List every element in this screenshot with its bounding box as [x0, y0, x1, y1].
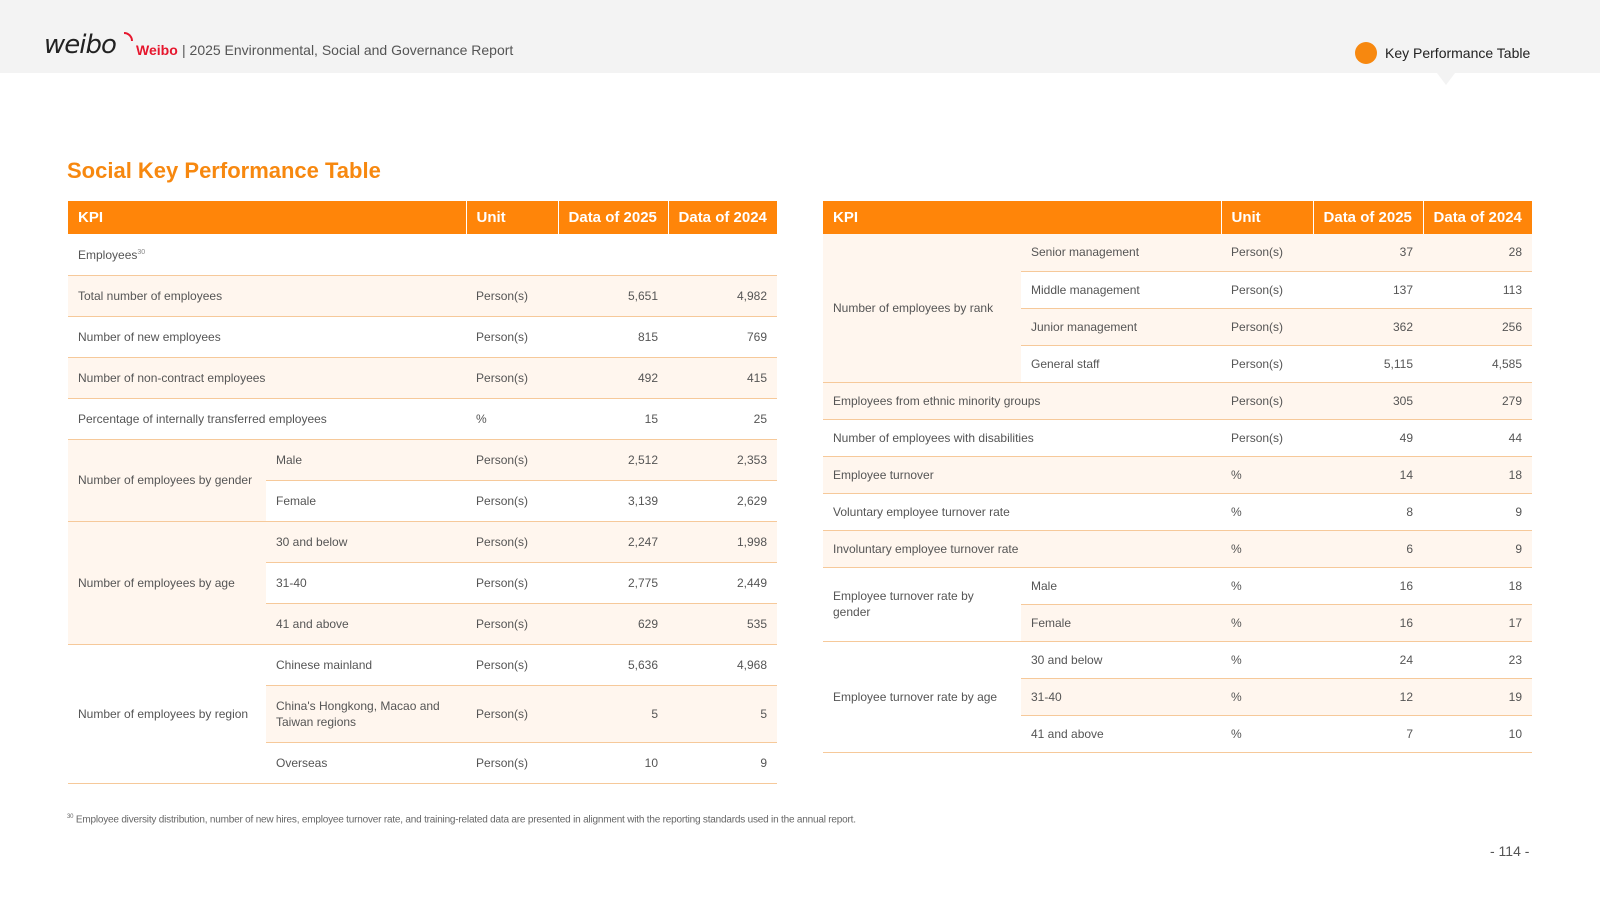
kpi-label: Employee turnover [823, 456, 1221, 493]
unit-cell: Person(s) [466, 644, 558, 685]
unit-cell: Person(s) [1221, 234, 1313, 271]
footnote-marker: 30 [137, 249, 146, 257]
unit-cell: Person(s) [466, 685, 558, 742]
unit-cell: Person(s) [466, 357, 558, 398]
unit-cell: Person(s) [466, 521, 558, 562]
table-row [68, 644, 777, 685]
footnote [67, 814, 856, 825]
col-kpi: KPI [68, 201, 466, 234]
group-label: Number of employees by region [68, 644, 266, 783]
value-2025: 16 [1313, 567, 1423, 604]
table-row [823, 382, 1532, 419]
value-2024: 18 [1423, 456, 1532, 493]
table-row [823, 419, 1532, 456]
value-2025: 5,651 [558, 275, 668, 316]
sub-label: Chinese mainland [266, 644, 466, 685]
table-row [68, 234, 777, 275]
unit-cell: Person(s) [1221, 382, 1313, 419]
value-2024: 4,585 [1423, 345, 1532, 382]
sub-label: Male [1021, 567, 1221, 604]
value-2024: 2,629 [668, 480, 777, 521]
value-2024: 769 [668, 316, 777, 357]
value-2025: 15 [558, 398, 668, 439]
group-label: Number of employees by gender [68, 439, 266, 521]
sub-label: 41 and above [1021, 715, 1221, 752]
table-row [823, 234, 1532, 271]
sub-label: General staff [1021, 345, 1221, 382]
sub-label: 31-40 [266, 562, 466, 603]
unit-cell: Person(s) [1221, 345, 1313, 382]
value-2024: 9 [668, 742, 777, 783]
value-2024: 9 [1423, 493, 1532, 530]
value-2024: 5 [668, 685, 777, 742]
table-row [823, 493, 1532, 530]
table-row [68, 357, 777, 398]
value-2025: 2,247 [558, 521, 668, 562]
value-2025: 362 [1313, 308, 1423, 345]
value-2025: 6 [1313, 530, 1423, 567]
report-title: | 2025 Environmental, Social and Governance Report [182, 42, 514, 58]
left-kpi-table [68, 201, 777, 784]
sub-label: Male [266, 439, 466, 480]
kpi-label: Employees from ethnic minority groups [823, 382, 1221, 419]
kpi-label: Number of new employees [68, 316, 466, 357]
sub-label: Senior management [1021, 234, 1221, 271]
unit-cell: % [1221, 456, 1313, 493]
value-2024: 2,353 [668, 439, 777, 480]
value-2025: 3,139 [558, 480, 668, 521]
value-2025: 14 [1313, 456, 1423, 493]
section-tag [1355, 42, 1530, 64]
value-2025: 2,775 [558, 562, 668, 603]
col-unit: Unit [466, 201, 558, 234]
value-2025: 24 [1313, 641, 1423, 678]
unit-cell: % [1221, 567, 1313, 604]
value-2024: 10 [1423, 715, 1532, 752]
unit-cell: % [1221, 530, 1313, 567]
footnote-text: Employee diversity distribution, number of new hires, employee turnover rate, and training-related data are presented in alignment with the reporting standards used in the annual report. [75, 814, 856, 826]
unit-cell: % [1221, 678, 1313, 715]
table-row [68, 398, 777, 439]
value-2024: 1,998 [668, 521, 777, 562]
kpi-label: Total number of employees [68, 275, 466, 316]
unit-cell: Person(s) [466, 742, 558, 783]
table-row [823, 641, 1532, 678]
sub-label: Junior management [1021, 308, 1221, 345]
value-2025: 2,512 [558, 439, 668, 480]
value-2024: 19 [1423, 678, 1532, 715]
col-unit: Unit [1221, 201, 1313, 234]
value-2025: 815 [558, 316, 668, 357]
value-2025: 5,115 [1313, 345, 1423, 382]
value-2024: 415 [668, 357, 777, 398]
unit-cell: Person(s) [466, 439, 558, 480]
kpi-label: Number of non-contract employees [68, 357, 466, 398]
value-2025: 137 [1313, 271, 1423, 308]
value-2025: 49 [1313, 419, 1423, 456]
value-2024: 2,449 [668, 562, 777, 603]
table-header-row [68, 201, 777, 234]
value-2025: 10 [558, 742, 668, 783]
sub-label: Female [1021, 604, 1221, 641]
sub-label: 41 and above [266, 603, 466, 644]
value-2024: 28 [1423, 234, 1532, 271]
value-2024: 9 [1423, 530, 1532, 567]
sub-label: 31-40 [1021, 678, 1221, 715]
value-2024: 256 [1423, 308, 1532, 345]
sub-label: China's Hongkong, Macao and Taiwan regions [266, 685, 466, 742]
group-label: Number of employees by rank [823, 234, 1021, 382]
table-row [68, 521, 777, 562]
brand-name: Weibo [136, 42, 178, 58]
value-2024: 25 [668, 398, 777, 439]
kpi-label: Percentage of internally transferred employees [68, 398, 466, 439]
table-header-row [823, 201, 1532, 234]
value-2025: 5 [558, 685, 668, 742]
value-2025: 8 [1313, 493, 1423, 530]
col-2024: Data of 2024 [1423, 201, 1532, 234]
value-2025: 16 [1313, 604, 1423, 641]
value-2024: 113 [1423, 271, 1532, 308]
group-label: Employee turnover rate by age [823, 641, 1021, 752]
value-2024: 18 [1423, 567, 1532, 604]
kpi-label: Voluntary employee turnover rate [823, 493, 1221, 530]
kpi-label: Number of employees with disabilities [823, 419, 1221, 456]
value-2024: 17 [1423, 604, 1532, 641]
orange-dot-icon [1355, 42, 1377, 64]
right-kpi-table [823, 201, 1532, 753]
sub-label: Female [266, 480, 466, 521]
weibo-logo: weibo [44, 30, 116, 60]
table-row [68, 316, 777, 357]
value-2024: 44 [1423, 419, 1532, 456]
unit-cell: Person(s) [466, 603, 558, 644]
table-row [68, 439, 777, 480]
value-2024: 23 [1423, 641, 1532, 678]
table-row [823, 567, 1532, 604]
group-label: Employee turnover rate by gender [823, 567, 1021, 641]
unit-cell: % [1221, 604, 1313, 641]
sub-label: 30 and below [1021, 641, 1221, 678]
value-2025: 492 [558, 357, 668, 398]
unit-cell: % [1221, 641, 1313, 678]
unit-cell: Person(s) [1221, 419, 1313, 456]
header-notch [1437, 73, 1455, 85]
value-2025: 629 [558, 603, 668, 644]
value-2025: 5,636 [558, 644, 668, 685]
sub-label: 30 and below [266, 521, 466, 562]
table-row [823, 530, 1532, 567]
value-2025: 12 [1313, 678, 1423, 715]
unit-cell: % [1221, 493, 1313, 530]
unit-cell: Person(s) [466, 316, 558, 357]
kpi-label: Involuntary employee turnover rate [823, 530, 1221, 567]
value-2025: 305 [1313, 382, 1423, 419]
col-2024: Data of 2024 [668, 201, 777, 234]
unit-cell: % [466, 398, 558, 439]
value-2024: 4,982 [668, 275, 777, 316]
col-2025: Data of 2025 [1313, 201, 1423, 234]
value-2024: 279 [1423, 382, 1532, 419]
unit-cell: Person(s) [466, 275, 558, 316]
unit-cell: % [1221, 715, 1313, 752]
value-2025: 7 [1313, 715, 1423, 752]
col-2025: Data of 2025 [558, 201, 668, 234]
kpi-label: Employees$^{30}$ [68, 234, 777, 275]
page-title: Social Key Performance Table [67, 158, 381, 183]
section-label: Key Performance Table [1385, 45, 1531, 61]
value-2024: 535 [668, 603, 777, 644]
unit-cell: Person(s) [466, 480, 558, 521]
value-2025: 37 [1313, 234, 1423, 271]
sub-label: Middle management [1021, 271, 1221, 308]
group-label: Number of employees by age [68, 521, 266, 644]
table-row [823, 456, 1532, 493]
table-row [68, 275, 777, 316]
unit-cell: Person(s) [466, 562, 558, 603]
page-number: - 114 - [1490, 843, 1530, 859]
unit-cell: Person(s) [1221, 271, 1313, 308]
value-2024: 4,968 [668, 644, 777, 685]
footnote-marker: 30 [67, 814, 74, 820]
unit-cell: Person(s) [1221, 308, 1313, 345]
col-kpi: KPI [823, 201, 1221, 234]
sub-label: Overseas [266, 742, 466, 783]
